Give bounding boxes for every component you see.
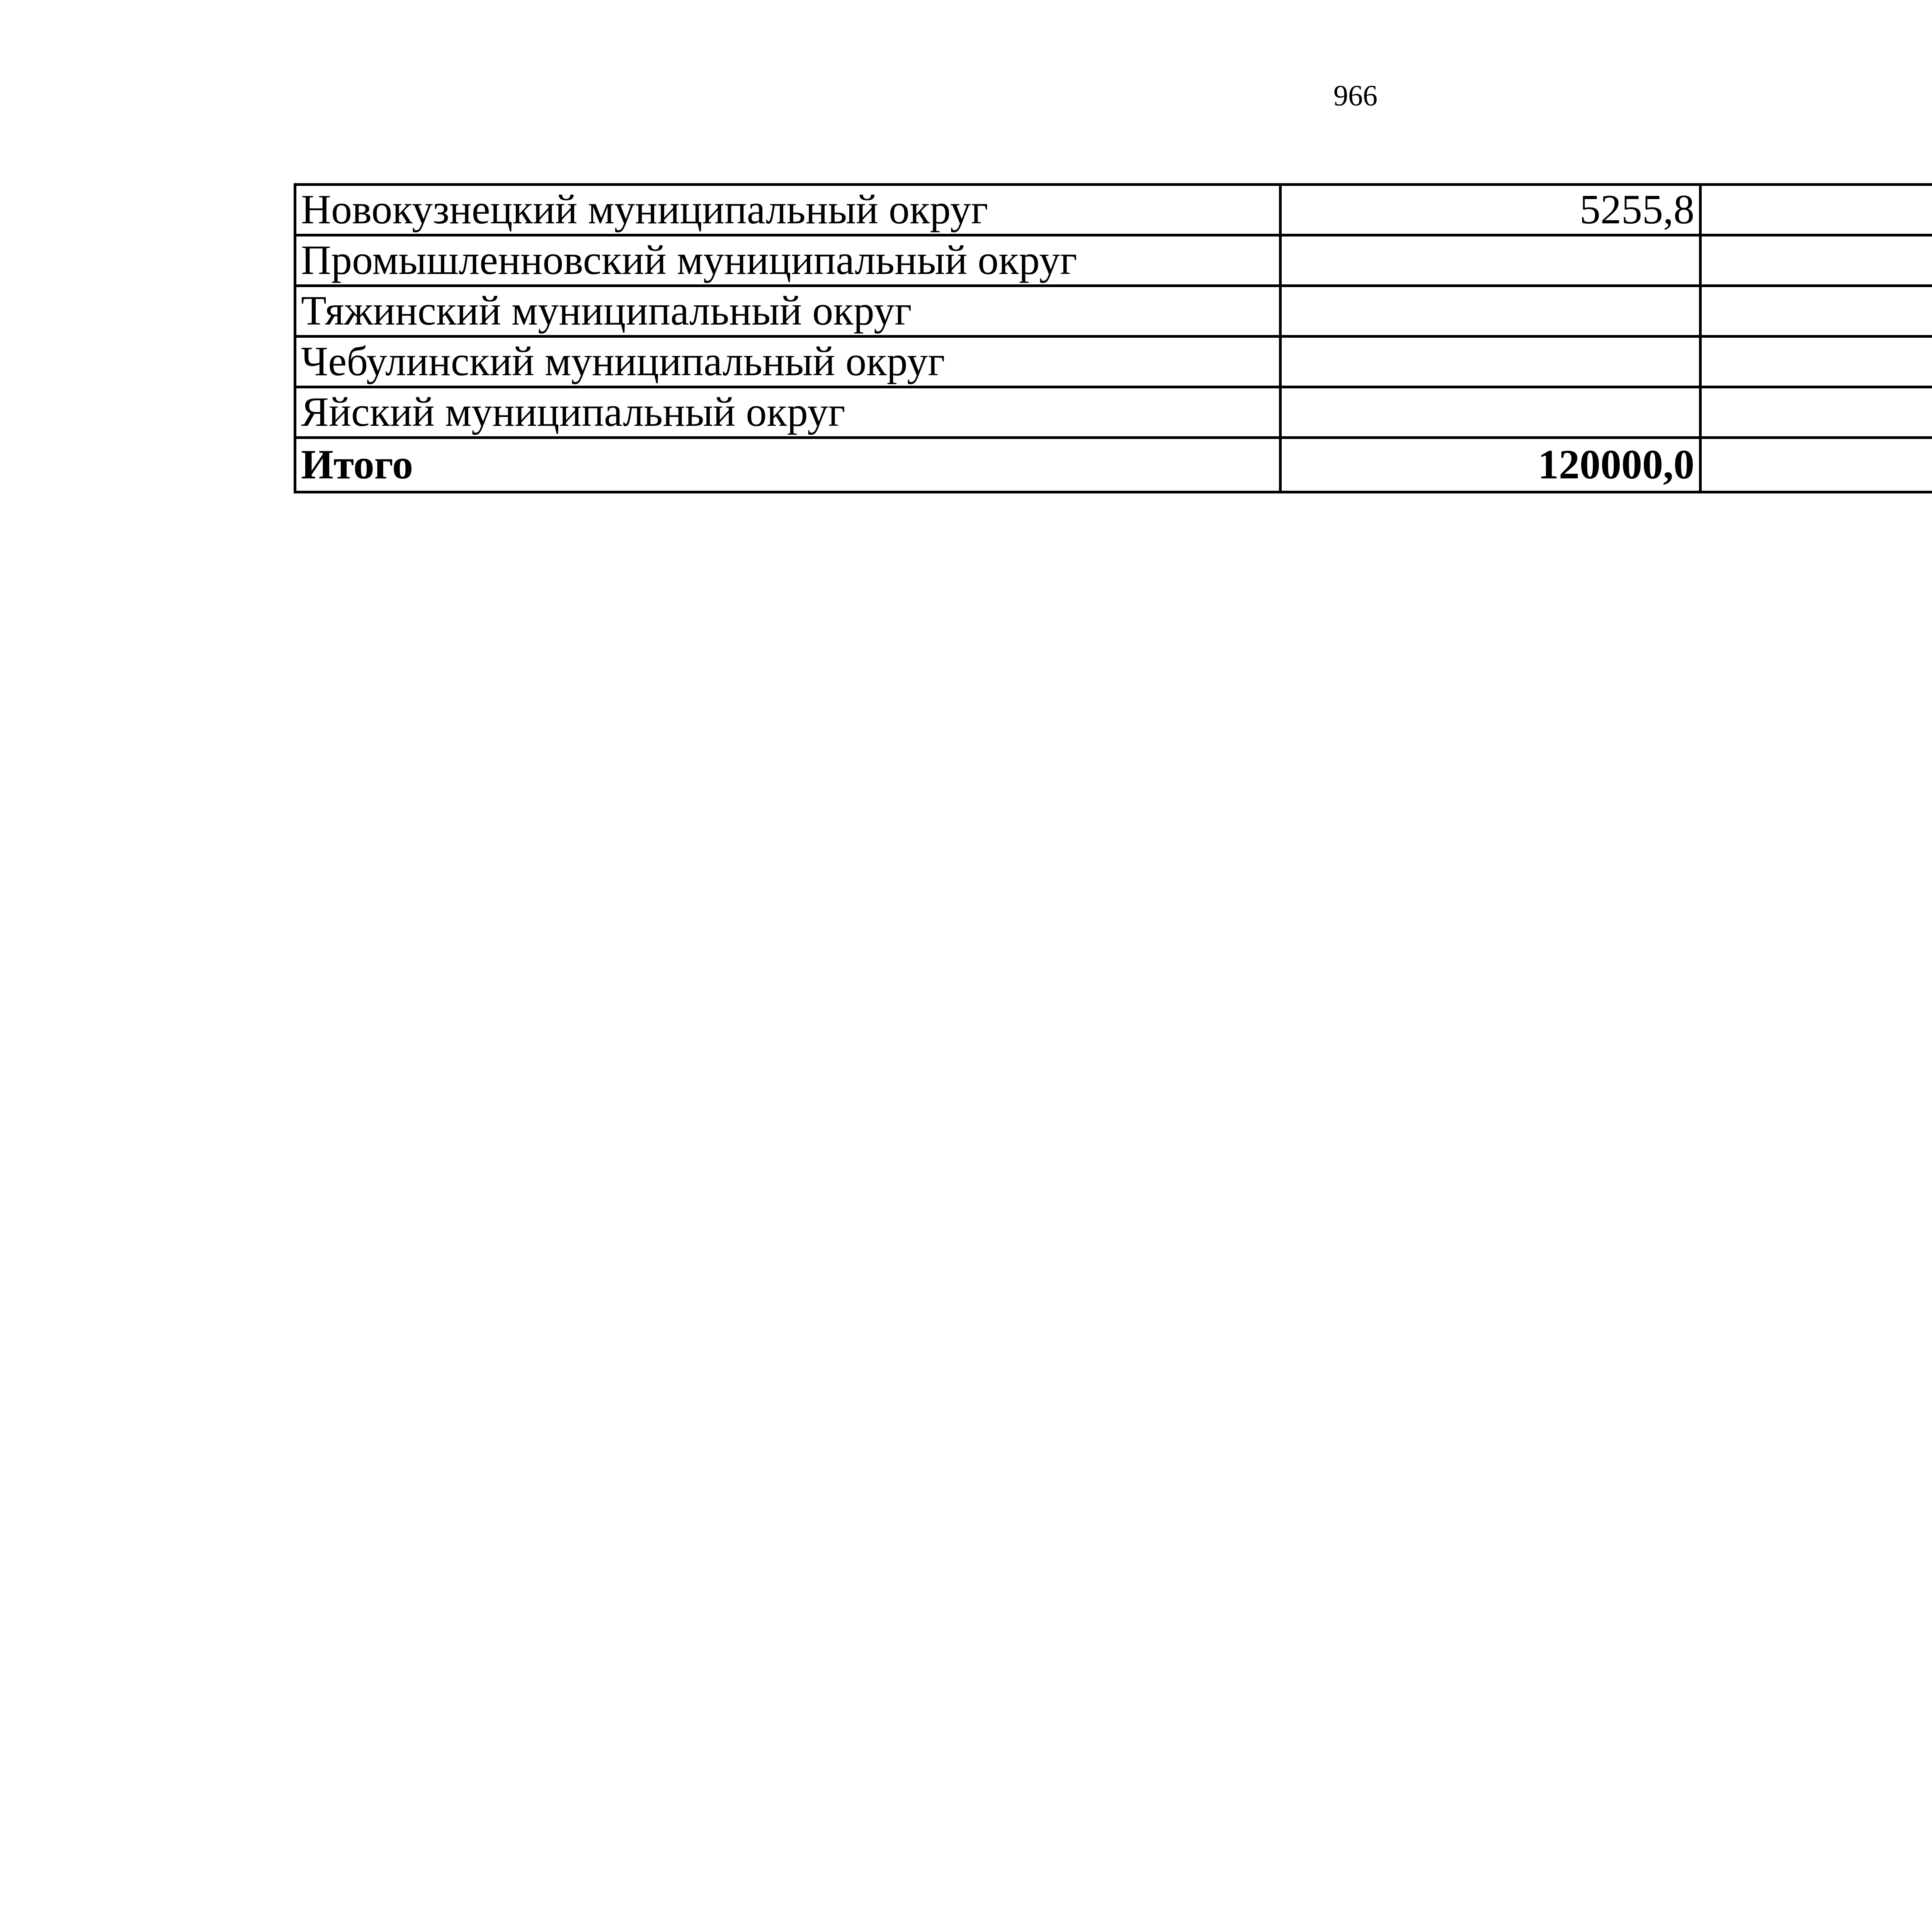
- total-row: [295, 438, 1932, 492]
- table-row: [295, 235, 1932, 286]
- row-name-cell: Промышленновский муниципальный округ: [295, 235, 1281, 286]
- value-cell-1: [1281, 286, 1701, 337]
- value-cell-2: [1701, 286, 1932, 337]
- row-name-cell: Яйский муниципальный округ: [295, 387, 1281, 438]
- value-cell-1: [1281, 235, 1701, 286]
- table-row: [295, 337, 1932, 387]
- total-value-cell-2: [1701, 438, 1932, 492]
- total-value-cell-1: 120000,0: [1281, 438, 1701, 492]
- value-cell-2: [1701, 387, 1932, 438]
- total-label-cell: Итого: [295, 438, 1281, 492]
- value-cell-2: [1701, 337, 1932, 387]
- data-table: [294, 183, 1932, 493]
- table-row: [295, 185, 1932, 235]
- table-row: [295, 286, 1932, 337]
- row-name-cell: Чебулинский муниципальный округ: [295, 337, 1281, 387]
- value-cell-2: [1701, 235, 1932, 286]
- row-name-cell: Новокузнецкий муниципальный округ: [295, 185, 1281, 235]
- table-row: [295, 387, 1932, 438]
- value-cell-1: [1281, 337, 1701, 387]
- value-cell-1: [1281, 387, 1701, 438]
- value-cell-1: 5255,8: [1281, 185, 1701, 235]
- page-number: 966: [1333, 80, 1378, 112]
- value-cell-2: [1701, 185, 1932, 235]
- row-name-cell: Тяжинский муниципальный округ: [295, 286, 1281, 337]
